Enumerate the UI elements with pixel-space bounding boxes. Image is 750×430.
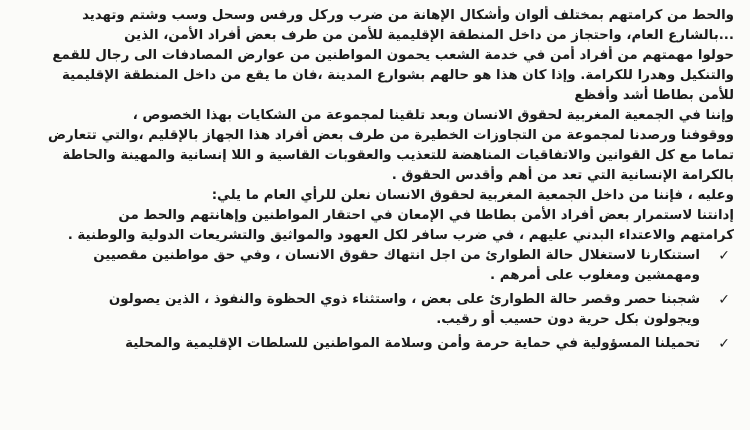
check-icon: ✓ (718, 248, 730, 264)
check-icon: ✓ (718, 336, 730, 352)
text-line: ...بالشارع العام، واحتجاز من داخل المنطقة الإقليمية للأمن من طرف بعض أفراد الأمن، الذين (124, 28, 734, 43)
text-line: ووقوفنا ورصدنا لمجموعة من التجاوزات الخطيرة من طرف بعض أفراد هذا الجهاز بالإقليم ،والتي تتعارض (48, 128, 734, 143)
bullet-text (109, 290, 706, 330)
bullet-item (20, 290, 734, 330)
text-line: ويجولون بكل حرية دون حسيب أو رقيب. (436, 312, 700, 327)
paragraph-2 (20, 106, 734, 186)
text-line: استنكارنا لاستغلال حالة الطوارئ من اجل انتهاك حقوق الانسان ، وفي حق مواطنين مقصيين (93, 248, 700, 263)
text-line: حولوا مهمتهم من أفراد أمن في خدمة الشعب يحمون المواطنين من عوارض المصادفات الى رجال للقمع (52, 48, 734, 63)
text-line: إدانتنا لاستمرار بعض أفراد الأمن بطاطا في الإمعان في احتقار المواطنين وإهانتهم والحط من (118, 208, 734, 223)
bullet-text (125, 334, 706, 354)
text-line: وإننا في الجمعية المغربية لحقوق الانسان وبعد تلقينا لمجموعة من الشكايات بهذا الخصوص ، (132, 108, 734, 123)
text-line: شجبنا حصر وقصر حالة الطوارئ على بعض ، واستثناء ذوي الحظوة والنفوذ ، الذين يصولون (108, 292, 700, 307)
check-icon: ✓ (718, 292, 730, 308)
text-line: كرامتهم والاعتداء البدني عليهم ، في ضرب سافر لكل العهود والمواثيق والتشريعات الدولية والوطنية . (67, 228, 734, 243)
paragraph-1 (20, 6, 734, 106)
text-line: للأمن بطاطا أشد وأفظع (574, 88, 734, 103)
paragraph-4 (20, 206, 734, 246)
text-line: والتنكيل وهدرا للكرامة. وإذا كان هذا هو حالهم بشوارع المدينة ،فان ما يقع من داخل المنطقة الإقليمية (62, 68, 734, 83)
text-line: تحميلنا المسؤولية في حماية حرمة وأمن وسلامة المواطنين للسلطات الإقليمية والمحلية (125, 336, 700, 351)
text-line: وعليه ، فإننا من داخل الجمعية المغربية لحقوق الانسان نعلن للرأي العام ما يلي: (211, 188, 734, 203)
bullet-item (20, 246, 734, 286)
text-line: بالكرامة الإنسانية التي تعد من أهم وأقدس الحقوق . (391, 168, 734, 183)
text-line: تماما مع كل القوانين والاتفاقيات المناهضة للتعذيب والعقوبات القاسية و اللا إنسانية والمهينة والحاطة (62, 148, 734, 163)
paragraph-3 (20, 186, 734, 206)
text-line: ومهمشين ومغلوب على أمرهم . (490, 268, 700, 283)
text-line: والحط من كرامتهم بمختلف ألوان وأشكال الإهانة من ضرب وركل ورفس وسحل وسب وشتم وتهديد (82, 8, 734, 23)
bullet-item (20, 334, 734, 354)
bullet-text (93, 246, 706, 286)
